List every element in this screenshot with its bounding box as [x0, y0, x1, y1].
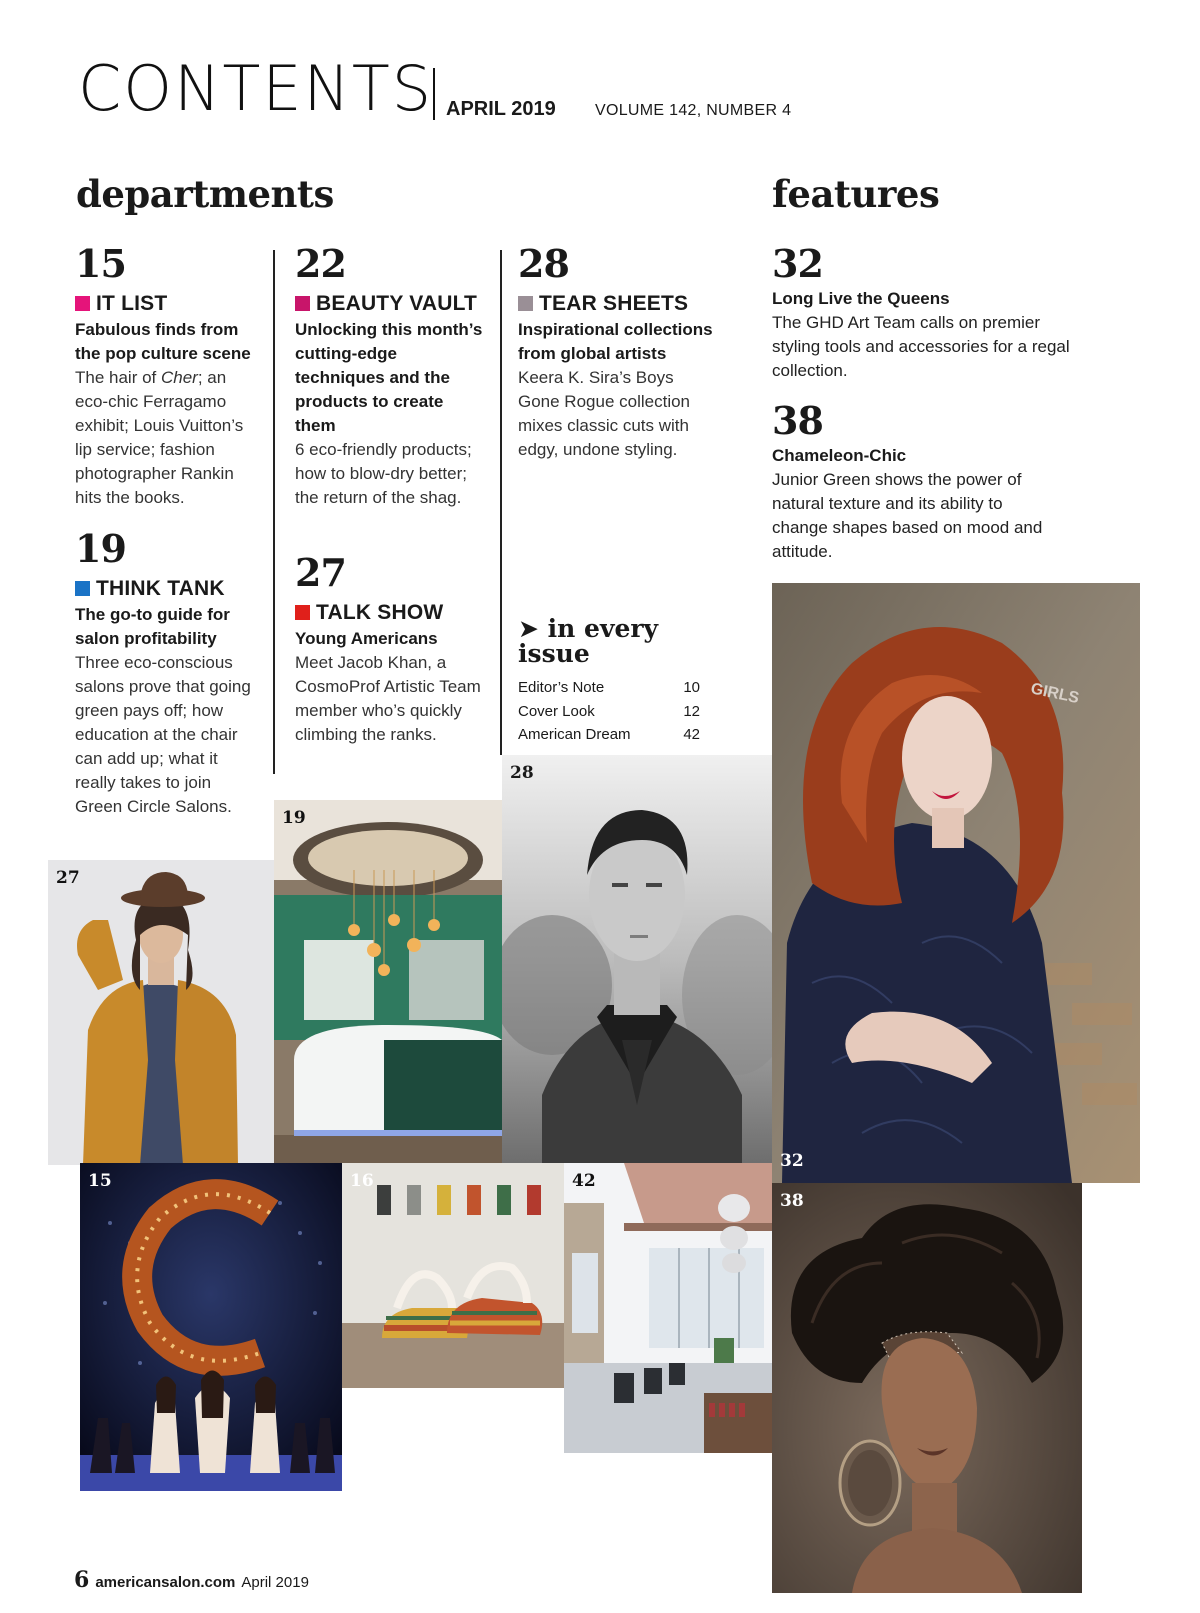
dept-title	[75, 578, 260, 599]
every-issue-row[interactable]: Cover Look 12	[518, 702, 700, 720]
category-square-icon	[75, 296, 90, 311]
sandals-illustration	[342, 1163, 564, 1388]
features-heading: features	[772, 172, 940, 216]
every-issue-row[interactable]: Editor’s Note 10	[518, 679, 700, 696]
feature-title: Long Live the Queens	[772, 289, 950, 308]
photo-chameleon-chic[interactable]	[772, 1183, 1082, 1593]
feature-long-live-the-queens[interactable]	[772, 241, 1072, 383]
page-footer	[74, 1567, 309, 1593]
page-number: 19	[75, 526, 126, 571]
photo-it-list-cher-stage[interactable]	[80, 1163, 342, 1491]
red-haired-woman-illustration	[772, 583, 1140, 1183]
photo-page-number: 42	[572, 1171, 596, 1191]
dept-description: Keera K. Sira’s Boys Gone Rogue collection mixes classic cuts with edgy, undone styling.	[518, 368, 691, 459]
contents-masthead: CONTENTS	[78, 52, 434, 125]
dept-description: Three eco-conscious salons prove that going green pays off; how education at the chair can add up; what it really takes to join Green Circle Salons.	[75, 653, 251, 816]
feature-description: The GHD Art Team calls on premier styling tools and accessories for a regal collection.	[772, 313, 1070, 380]
stage-show-illustration	[80, 1163, 342, 1491]
in-every-issue	[518, 616, 718, 747]
dept-title-text: TALK SHOW	[316, 601, 444, 624]
photo-page-number: 19	[282, 808, 306, 828]
arrow-right-icon: ➤	[518, 614, 539, 643]
page-number: 15	[75, 241, 126, 286]
salon-interior-illustration	[274, 800, 502, 1165]
photo-page-number: 16	[350, 1171, 374, 1191]
dept-description: The hair of Cher; an eco-chic Ferragamo exhibit; Louis Vuitton’s lip service; fashion photographer Rankin hits the books.	[75, 368, 244, 507]
photo-long-live-the-queens[interactable]	[772, 583, 1140, 1183]
cher-italic: Cher	[161, 368, 198, 387]
page-number: 22	[295, 241, 346, 286]
dept-title	[295, 602, 485, 623]
photo-page-number: 27	[56, 868, 80, 888]
dept-think-tank[interactable]	[75, 526, 260, 819]
dept-it-list[interactable]	[75, 241, 260, 510]
dept-description: 6 eco-friendly products; how to blow-dry better; the return of the shag.	[295, 440, 472, 507]
footer-date: April 2019	[241, 1574, 309, 1591]
page-number: 27	[295, 550, 346, 595]
dept-description: Meet Jacob Khan, a CosmoProf Artistic Team member who’s quickly climbing the ranks.	[295, 653, 481, 744]
sculpted-hair-woman-illustration	[772, 1183, 1082, 1593]
column-divider	[500, 250, 502, 755]
feature-description: Junior Green shows the power of natural texture and its ability to change shapes based on mood and attitude.	[772, 470, 1043, 561]
dept-title	[295, 293, 485, 314]
column-divider	[273, 250, 275, 774]
photo-talk-show-model[interactable]	[48, 860, 274, 1165]
page-number: 38	[772, 398, 823, 443]
category-square-icon	[295, 605, 310, 620]
hair-clip-text: GIRLS	[1029, 680, 1081, 708]
feature-chameleon-chic[interactable]	[772, 398, 1072, 564]
photo-tear-sheets-portrait[interactable]	[502, 755, 772, 1165]
masthead-divider	[433, 68, 435, 120]
man-in-jacket-illustration	[48, 860, 274, 1165]
photo-page-number: 15	[88, 1171, 112, 1191]
issue-date: APRIL 2019	[446, 98, 556, 120]
dept-title-text: BEAUTY VAULT	[316, 292, 478, 315]
dept-subtitle: Young Americans	[295, 629, 438, 648]
departments-heading: departments	[76, 172, 334, 216]
dept-beauty-vault[interactable]	[295, 241, 485, 510]
salon-floor-illustration	[564, 1163, 772, 1453]
photo-page-number: 28	[510, 763, 534, 783]
footer-page-number: 6	[74, 1567, 90, 1593]
photo-american-dream-salon[interactable]	[564, 1163, 772, 1453]
footer-site-link[interactable]: americansalon.com	[95, 1574, 236, 1591]
dept-subtitle: Fabulous finds from the pop culture scene	[75, 320, 251, 363]
category-square-icon	[295, 296, 310, 311]
photo-page-number: 32	[780, 1151, 804, 1171]
dept-title-text: IT LIST	[96, 292, 168, 315]
in-every-issue-heading: ➤ in every issue	[518, 614, 659, 668]
every-issue-row[interactable]: American Dream 42	[518, 726, 700, 743]
photo-page-number: 38	[780, 1191, 804, 1211]
portrait-illustration	[502, 755, 772, 1165]
page-number: 28	[518, 241, 569, 286]
photo-ferragamo-sandals[interactable]	[342, 1163, 564, 1388]
feature-title: Chameleon-Chic	[772, 446, 907, 465]
dept-tear-sheets[interactable]	[518, 241, 713, 462]
category-square-icon	[75, 581, 90, 596]
page-number: 32	[772, 241, 823, 286]
dept-title-text: THINK TANK	[96, 577, 225, 600]
dept-subtitle: Inspirational collections from global artists	[518, 320, 713, 363]
category-square-icon	[518, 296, 533, 311]
dept-title	[75, 293, 260, 314]
dept-title	[518, 293, 713, 314]
dept-talk-show[interactable]	[295, 550, 485, 747]
dept-subtitle: Unlocking this month’s cutting-edge techniques and the products to create them	[295, 320, 483, 435]
dept-title-text: TEAR SHEETS	[539, 292, 689, 315]
volume-number: VOLUME 142, NUMBER 4	[595, 102, 792, 119]
photo-think-tank-salon[interactable]	[274, 800, 502, 1165]
dept-subtitle: The go-to guide for salon profitability	[75, 605, 230, 648]
